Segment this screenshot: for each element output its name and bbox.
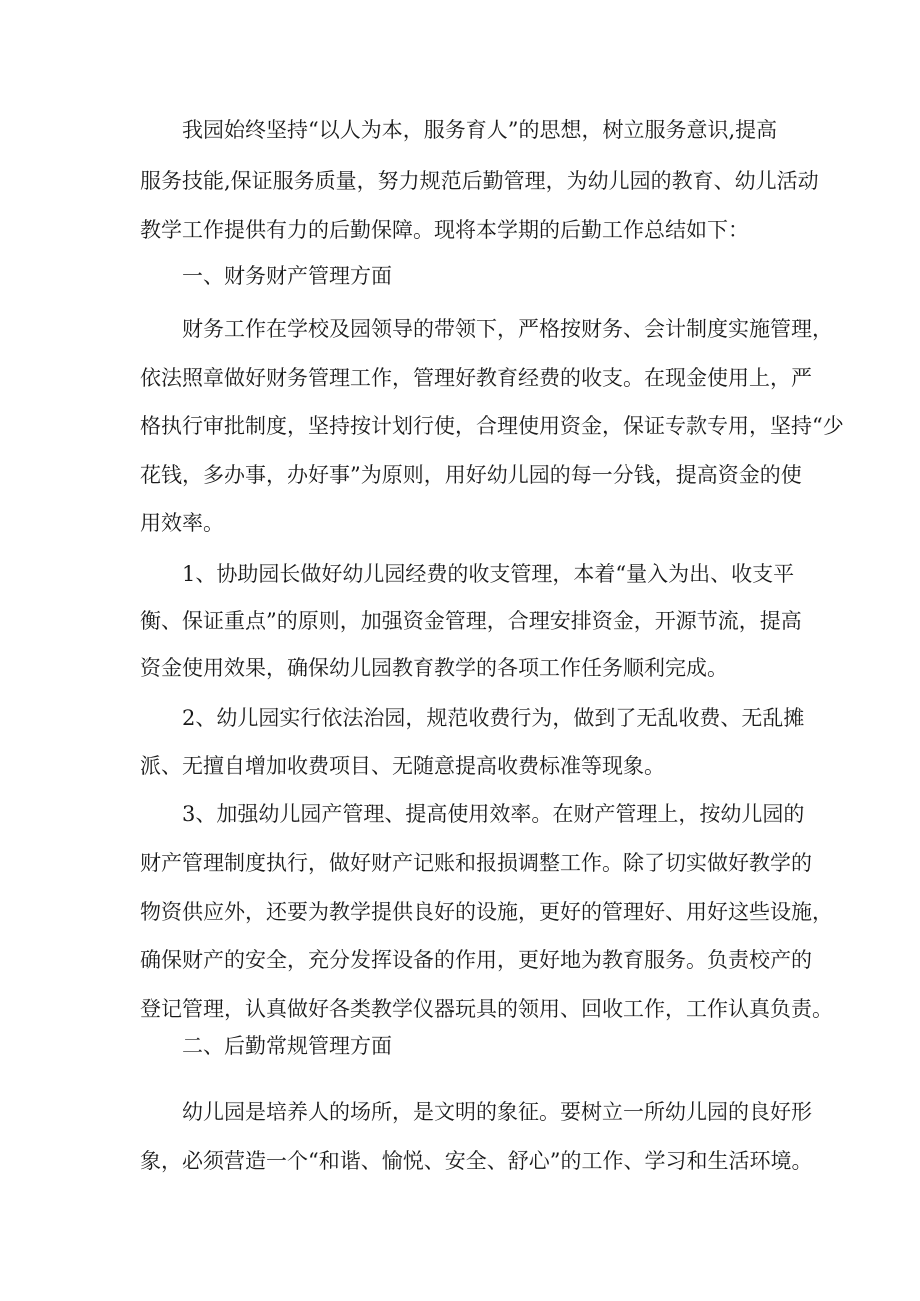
paragraph-line: 我园始终坚持“以人为本，服务育人”的思想，树立服务意识,提高 <box>182 118 778 142</box>
paragraph-line: 资金使用效果，确保幼儿园教育教学的各项工作任务顺利完成。 <box>140 656 728 680</box>
paragraph-line: 服务技能,保证服务质量，努力规范后勤管理，为幼儿园的教育、幼儿活动 <box>140 169 819 193</box>
paragraph-line: 登记管理，认真做好各类教学仪器玩具的领用、回收工作，工作认真负责。 <box>140 997 833 1021</box>
paragraph-line: 3、加强幼儿园产管理、提高使用效率。在财产管理上，按幼儿园的 <box>182 802 805 826</box>
paragraph-line: 确保财产的安全，充分发挥设备的作用，更好地为教育服务。负责校产的 <box>140 948 812 972</box>
paragraph-line: 幼儿园是培养人的场所，是文明的象征。要树立一所幼儿园的良好形 <box>182 1100 812 1124</box>
paragraph-line: 衡、保证重点”的原则，加强资金管理，合理安排资金，开源节流，提高 <box>140 609 802 633</box>
paragraph-line: 财务工作在学校及园领导的带领下，严格按财务、会计制度实施管理， <box>182 317 833 341</box>
section-heading-logistics: 二、后勤常规管理方面 <box>182 1034 392 1058</box>
paragraph-line: 用效率。 <box>140 511 224 535</box>
paragraph-line: 教学工作提供有力的后勤保障。现将本学期的后勤工作总结如下： <box>140 218 749 242</box>
paragraph-line: 物资供应外，还要为教学提供良好的设施，更好的管理好、用好这些设施， <box>140 900 833 924</box>
paragraph-line: 派、无擅自增加收费项目、无随意提高收费标准等现象。 <box>140 754 665 778</box>
paragraph-line: 象，必须营造一个“和谐、愉悦、安全、舒心”的工作、学习和生活环境。 <box>140 1149 813 1173</box>
section-heading-finance: 一、财务财产管理方面 <box>182 264 392 288</box>
paragraph-line: 1、协助园长做好幼儿园经费的收支管理，本着“量入为出、收支平 <box>182 562 795 586</box>
paragraph-line: 2、幼儿园实行依法治园，规范收费行为，做到了无乱收费、无乱摊 <box>182 706 805 730</box>
paragraph-line: 财产管理制度执行，做好财产记账和报损调整工作。除了切实做好教学的 <box>140 851 812 875</box>
paragraph-line: 依法照章做好财务管理工作，管理好教育经费的收支。在现金使用上，严 <box>140 366 812 390</box>
paragraph-line: 花钱，多办事，办好事”为原则，用好幼儿园的每一分钱，提高资金的使 <box>140 463 802 487</box>
paragraph-line: 格执行审批制度，坚持按计划行使，合理使用资金，保证专款专用，坚持“少 <box>140 414 844 438</box>
